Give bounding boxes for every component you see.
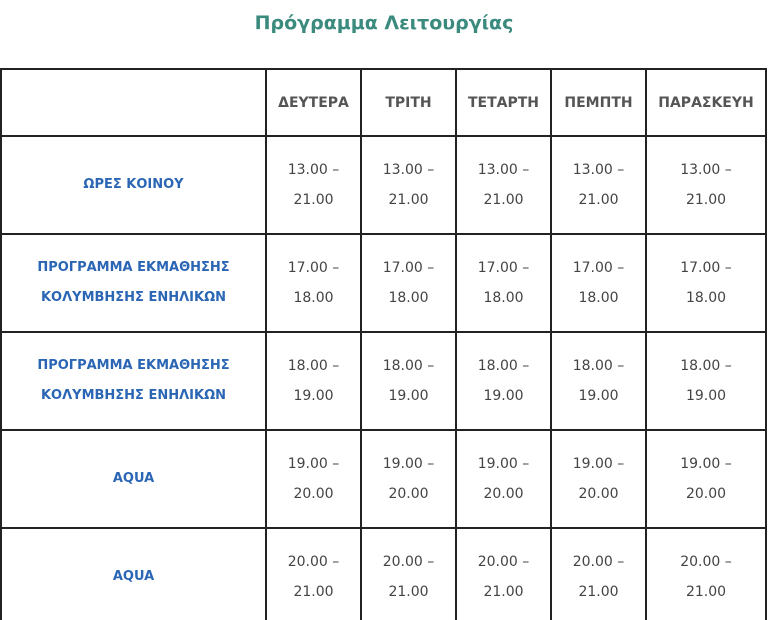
time-cell	[266, 430, 361, 528]
time-start: 18.00 –	[477, 358, 530, 374]
time-end: 19.00	[685, 388, 727, 404]
time-end: 21.00	[578, 192, 619, 208]
time-end: 20.00	[388, 486, 429, 502]
row-label-line: ΠΡΟΓΡΑΜΜΑ ΕΚΜΑΘΗΣΗΣ	[37, 358, 230, 373]
time-cell	[266, 332, 361, 430]
row-label-cell	[1, 136, 266, 234]
table-row	[1, 332, 766, 430]
time-cell	[266, 234, 361, 332]
row-label-cell	[1, 332, 266, 430]
header-day: ΤΕΤΑΡΤΗ	[456, 69, 551, 136]
time-cell	[646, 136, 766, 234]
time-start: 17.00 –	[680, 260, 732, 276]
time-end: 19.00	[388, 388, 429, 404]
schedule-body	[1, 136, 766, 620]
time-end: 21.00	[293, 192, 334, 208]
time-end: 20.00	[685, 486, 727, 502]
time-end: 18.00	[388, 290, 429, 306]
header-corner-cell	[1, 69, 266, 136]
header-row	[1, 69, 766, 136]
time-end: 18.00	[578, 290, 619, 306]
time-cell	[456, 234, 551, 332]
table-row	[1, 528, 766, 620]
time-end: 18.00	[293, 290, 334, 306]
time-end: 21.00	[293, 584, 334, 600]
time-cell	[551, 234, 646, 332]
time-start: 13.00 –	[680, 162, 732, 178]
time-start: 20.00 –	[287, 554, 340, 570]
time-end: 21.00	[388, 584, 429, 600]
time-start: 19.00 –	[572, 456, 625, 472]
time-cell	[266, 528, 361, 620]
time-cell	[456, 332, 551, 430]
time-start: 13.00 –	[287, 162, 340, 178]
time-end: 18.00	[483, 290, 524, 306]
time-end: 21.00	[483, 584, 524, 600]
time-cell	[456, 528, 551, 620]
time-start: 20.00 –	[382, 554, 435, 570]
row-label-line: ΩΡΕΣ ΚΟΙΝΟΥ	[83, 177, 184, 192]
row-label-cell	[1, 430, 266, 528]
time-cell	[646, 528, 766, 620]
time-end: 20.00	[578, 486, 619, 502]
table-row	[1, 430, 766, 528]
time-end: 21.00	[483, 192, 524, 208]
row-label-line: AQUA	[112, 471, 155, 486]
time-start: 13.00 –	[572, 162, 625, 178]
time-cell	[266, 136, 361, 234]
time-end: 19.00	[578, 388, 619, 404]
time-start: 18.00 –	[680, 358, 732, 374]
schedule-table	[0, 68, 767, 620]
row-label-line: AQUA	[112, 569, 155, 584]
time-end: 20.00	[483, 486, 524, 502]
time-start: 20.00 –	[477, 554, 530, 570]
time-end: 21.00	[685, 192, 727, 208]
time-cell	[361, 332, 456, 430]
header-day: ΠΑΡΑΣΚΕΥΗ	[646, 69, 766, 136]
time-cell	[646, 234, 766, 332]
header-day: ΠΕΜΠΤΗ	[551, 69, 646, 136]
time-end: 21.00	[578, 584, 619, 600]
time-start: 17.00 –	[382, 260, 435, 276]
header-day: ΤΡΙΤΗ	[361, 69, 456, 136]
time-start: 17.00 –	[477, 260, 530, 276]
table-row	[1, 234, 766, 332]
time-start: 18.00 –	[287, 358, 340, 374]
time-start: 18.00 –	[382, 358, 435, 374]
time-cell	[361, 136, 456, 234]
row-label-cell	[1, 528, 266, 620]
time-start: 18.00 –	[572, 358, 625, 374]
time-start: 19.00 –	[287, 456, 340, 472]
time-end: 21.00	[685, 584, 727, 600]
row-label-cell	[1, 234, 266, 332]
row-label-line: ΚΟΛΥΜΒΗΣΗΣ ΕΝΗΛΙΚΩΝ	[40, 290, 227, 305]
time-end: 19.00	[293, 388, 334, 404]
header-day: ΔΕΥΤΕΡΑ	[266, 69, 361, 136]
time-cell	[551, 332, 646, 430]
time-cell	[361, 234, 456, 332]
row-label-line: ΚΟΛΥΜΒΗΣΗΣ ΕΝΗΛΙΚΩΝ	[40, 388, 227, 403]
time-start: 19.00 –	[382, 456, 435, 472]
time-start: 13.00 –	[382, 162, 435, 178]
time-cell	[551, 136, 646, 234]
time-cell	[646, 430, 766, 528]
time-start: 19.00 –	[680, 456, 732, 472]
time-start: 20.00 –	[680, 554, 732, 570]
time-cell	[456, 430, 551, 528]
time-cell	[456, 136, 551, 234]
table-row	[1, 136, 766, 234]
time-cell	[551, 430, 646, 528]
time-cell	[361, 528, 456, 620]
time-end: 18.00	[685, 290, 727, 306]
time-start: 17.00 –	[287, 260, 340, 276]
time-end: 20.00	[293, 486, 334, 502]
row-label-line: ΠΡΟΓΡΑΜΜΑ ΕΚΜΑΘΗΣΗΣ	[37, 260, 230, 275]
page-title: Πρόγραμμα Λειτουργίας	[254, 12, 514, 34]
time-cell	[551, 528, 646, 620]
time-end: 19.00	[483, 388, 524, 404]
time-start: 13.00 –	[477, 162, 530, 178]
time-end: 21.00	[388, 192, 429, 208]
time-cell	[361, 430, 456, 528]
time-cell	[646, 332, 766, 430]
time-start: 19.00 –	[477, 456, 530, 472]
time-start: 17.00 –	[572, 260, 625, 276]
time-start: 20.00 –	[572, 554, 625, 570]
